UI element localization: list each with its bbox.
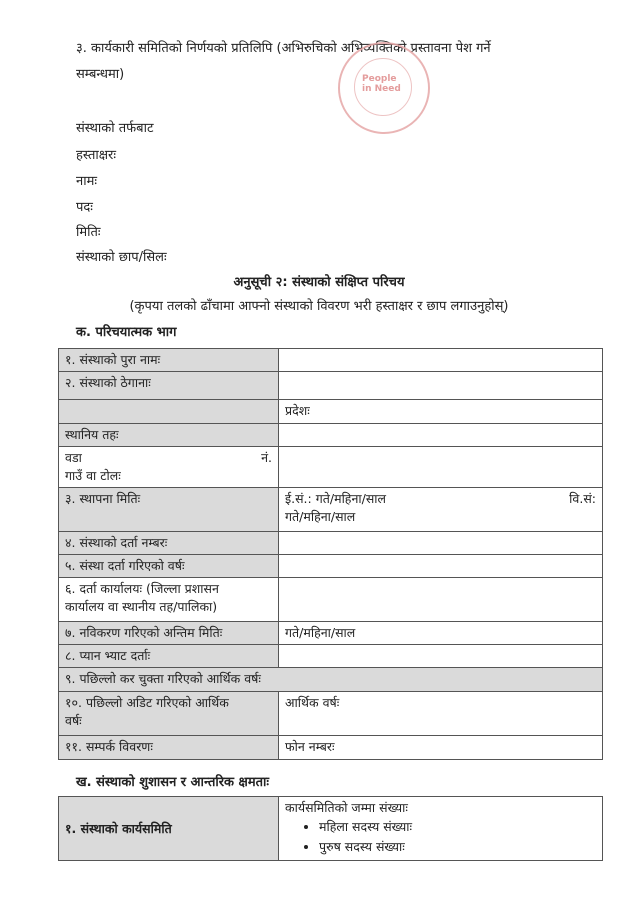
cell-reg-no-value[interactable]	[279, 532, 603, 555]
cell-contact-value[interactable]: फोन नम्बरः	[279, 736, 603, 760]
reg-office-line-2: कार्यालय वा स्थानीय तह/पालिका)	[65, 599, 218, 614]
cell-pan-value[interactable]	[279, 645, 603, 668]
cell-tax-year[interactable]: ९. पछिल्लो कर चुक्ता गरिएको आर्थिक वर्षः	[59, 668, 603, 692]
table-row	[59, 736, 603, 760]
cell-address-value[interactable]	[279, 372, 603, 400]
table-row	[59, 400, 603, 424]
ward-no-text: नं.	[261, 450, 272, 465]
intro-table	[58, 348, 603, 760]
cell-local-level-value[interactable]	[279, 424, 603, 447]
ward-line	[65, 449, 272, 467]
cell-renewal-label: ७. नविकरण गरिएको अन्तिम मितिः	[59, 622, 279, 645]
cell-est-date-value[interactable]	[279, 488, 603, 532]
governance-table	[58, 796, 603, 861]
est-date-line	[285, 490, 596, 508]
ward-text: वडा	[65, 450, 82, 465]
annex-instruction: (कृपया तलको ढाँचामा आफ्नो संस्थाको विवरण भरी हस्ताक्षर र छाप लगाउनुहोस्)	[129, 299, 509, 314]
cell-reg-year-value[interactable]	[279, 555, 603, 578]
cell-contact-label: ११. सम्पर्क विवरणः	[59, 736, 279, 760]
table-row	[59, 447, 603, 488]
committee-total: कार्यसमितिको जम्मा संख्याः	[285, 800, 408, 815]
sig-name: नामः	[76, 174, 97, 189]
cell-address-label: २. संस्थाको ठेगानाः	[59, 372, 279, 400]
sig-date: मितिः	[76, 225, 101, 240]
committee-bullets	[285, 817, 596, 857]
cell-committee-value[interactable]	[279, 797, 603, 861]
audit-line-2: वर्षः	[65, 713, 82, 728]
sig-seal: संस्थाको छाप/सिलः	[76, 250, 167, 265]
cell-pan-label: ८. प्यान भ्याट दर्ताः	[59, 645, 279, 668]
cell-committee-label: १. संस्थाको कार्यसमिति	[59, 797, 279, 861]
table-row	[59, 692, 603, 736]
sig-signature: हस्ताक्षरः	[76, 148, 117, 163]
table-row	[59, 555, 603, 578]
reg-office-line-1: ६. दर्ता कार्यालयः (जिल्ला प्रशासन	[65, 581, 219, 596]
audit-line-1: १०. पछिल्लो अडिट गरिएको आर्थिक	[65, 695, 229, 710]
est-date-bs: गते/महिना/साल	[285, 509, 356, 524]
cell-ward-label	[59, 447, 279, 488]
section-a-title: क. परिचयात्मक भाग	[76, 325, 177, 340]
table-row	[59, 372, 603, 400]
cell-renewal-value[interactable]: गते/महिना/साल	[279, 622, 603, 645]
cell-full-name-value[interactable]	[279, 349, 603, 372]
cell-audit-label	[59, 692, 279, 736]
cell-blank	[59, 400, 279, 424]
list-item: • पुरुष सदस्य संख्याः	[319, 837, 596, 857]
cell-reg-no-label: ४. संस्थाको दर्ता नम्बरः	[59, 532, 279, 555]
est-date-bs-label: वि.सं:	[569, 491, 596, 506]
table-row	[59, 578, 603, 622]
table-row	[59, 622, 603, 645]
table-row	[59, 488, 603, 532]
cell-province[interactable]: प्रदेशः	[279, 400, 603, 424]
intro-line-2: सम्बन्धमा)	[76, 67, 125, 82]
table-row	[59, 645, 603, 668]
cell-audit-value[interactable]: आर्थिक वर्षः	[279, 692, 603, 736]
sig-from: संस्थाको तर्फबाट	[76, 121, 154, 136]
table-row	[59, 532, 603, 555]
cell-est-date-label: ३. स्थापना मितिः	[59, 488, 279, 532]
cell-full-name-label: १. संस्थाको पुरा नामः	[59, 349, 279, 372]
table-row	[59, 668, 603, 692]
table-row	[59, 349, 603, 372]
stamp-text-1: People	[362, 74, 397, 84]
stamp-logo-text	[362, 74, 401, 94]
cell-reg-office-label	[59, 578, 279, 622]
village-text: गाउँ वा टोलः	[65, 468, 121, 483]
est-date-ad: ई.सं.: गते/महिना/साल	[285, 491, 386, 506]
section-b-title: ख. संस्थाको शुशासन र आन्तरिक क्षमताः	[76, 775, 270, 790]
table-row	[59, 797, 603, 861]
cell-local-level-label: स्थानिय तहः	[59, 424, 279, 447]
intro-line-1: ३. कार्यकारी समितिको निर्णयको प्रतिलिपि (अभिरुचिको अभिव्यक्तिको प्रस्तावना पेश गर्ने	[76, 41, 491, 56]
people-in-need-stamp	[338, 42, 430, 134]
sig-position: पदः	[76, 200, 93, 215]
list-item: • महिला सदस्य संख्याः	[319, 817, 596, 837]
table-row	[59, 424, 603, 447]
stamp-text-2: in Need	[362, 84, 401, 94]
cell-reg-year-label: ५. संस्था दर्ता गरिएको वर्षः	[59, 555, 279, 578]
cell-reg-office-value[interactable]	[279, 578, 603, 622]
cell-ward-value[interactable]	[279, 447, 603, 488]
annex-title: अनुसूची २: संस्थाको संक्षिप्त परिचय	[233, 275, 405, 290]
